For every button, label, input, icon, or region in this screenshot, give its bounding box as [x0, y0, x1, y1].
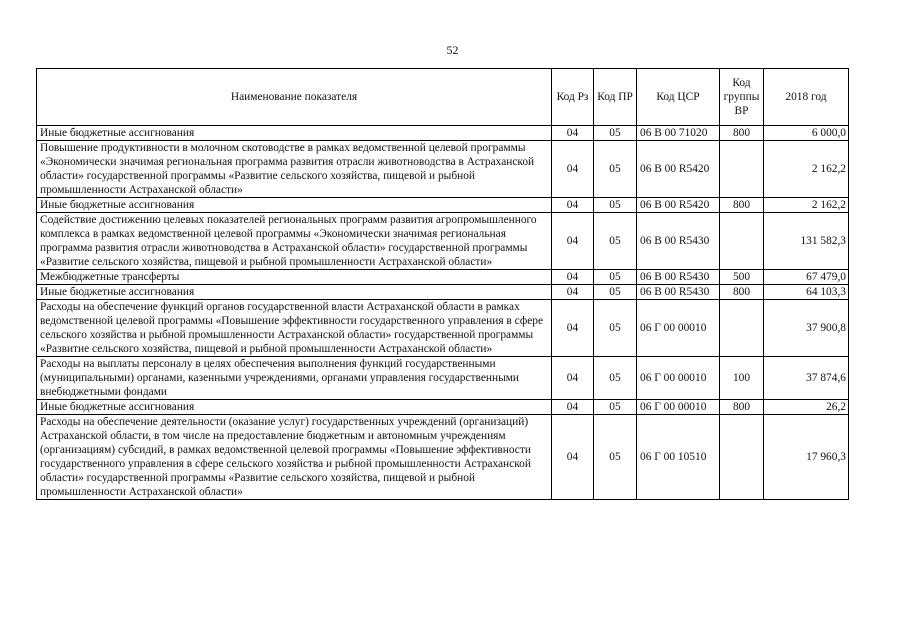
- row-vr: [720, 213, 764, 270]
- row-amount: 37 874,6: [764, 357, 849, 400]
- row-csr: 06 В 00 R5420: [637, 198, 720, 213]
- row-name: Повышение продуктивности в молочном скотоводстве в рамках ведомственной целевой программы «Экономически значимая региональная программа развития отрасли животноводства в Астраханской области» государственной программы «Развитие сельского хозяйства, пищевой и рыбной промышленности Астраханской области»: [37, 141, 552, 198]
- row-pr: 05: [594, 141, 637, 198]
- row-pr: 05: [594, 415, 637, 500]
- header-vr: Код группы ВР: [720, 69, 764, 126]
- row-csr: 06 В 00 R5430: [637, 270, 720, 285]
- page-number: 52: [446, 43, 459, 57]
- row-csr: 06 В 00 R5420: [637, 141, 720, 198]
- row-name: Расходы на обеспечение деятельности (оказание услуг) государственных учреждений (организаций) Астраханской области, в том числе на предоставление бюджетным и автономным учреждениям (организациям) субсидий, в рамках ведомственной целевой программы «Повышение эффективности государственного управления в сфере сельского хозяйства и рыбной промышленности Астраханской области» государственной программы «Развитие сельского хозяйства, пищевой и рыбной промышленности Астраханской области»: [37, 415, 552, 500]
- row-amount: 131 582,3: [764, 213, 849, 270]
- row-name: Иные бюджетные ассигнования: [37, 198, 552, 213]
- row-rz: 04: [552, 285, 594, 300]
- row-vr: 800: [720, 285, 764, 300]
- row-name: Расходы на обеспечение функций органов государственной власти Астраханской области в рамках ведомственной целевой программы «Повышение эффективности государственного управления в сфере сельского хозяйства и рыбной промышленности Астраханской области» государственной программы «Развитие сельского хозяйства, пищевой и рыбной промышленности Астраханской области»: [37, 300, 552, 357]
- table-row: [37, 285, 849, 300]
- table-row: [37, 213, 849, 270]
- row-csr: 06 Г 00 00010: [637, 357, 720, 400]
- row-csr: 06 В 00 71020: [637, 126, 720, 141]
- row-amount: 2 162,2: [764, 141, 849, 198]
- table-header-row: [37, 69, 849, 126]
- row-vr: 800: [720, 198, 764, 213]
- row-rz: 04: [552, 300, 594, 357]
- row-amount: 6 000,0: [764, 126, 849, 141]
- row-vr: [720, 300, 764, 357]
- table-row: [37, 300, 849, 357]
- row-rz: 04: [552, 213, 594, 270]
- header-rz: Код Рз: [552, 69, 594, 126]
- row-rz: 04: [552, 198, 594, 213]
- table-row: [37, 198, 849, 213]
- row-pr: 05: [594, 357, 637, 400]
- row-pr: 05: [594, 198, 637, 213]
- table-row: [37, 141, 849, 198]
- table-row: [37, 400, 849, 415]
- row-pr: 05: [594, 270, 637, 285]
- row-rz: 04: [552, 400, 594, 415]
- header-csr: Код ЦСР: [637, 69, 720, 126]
- row-name: Иные бюджетные ассигнования: [37, 400, 552, 415]
- row-name: Иные бюджетные ассигнования: [37, 285, 552, 300]
- row-pr: 05: [594, 213, 637, 270]
- row-name: Расходы на выплаты персоналу в целях обеспечения выполнения функций государственными (муниципальными) органами, казенными учреждениями, органами управления государственными внебюджетными фондами: [37, 357, 552, 400]
- budget-table: [36, 68, 849, 500]
- row-name: Содействие достижению целевых показателей региональных программ развития агропромышленного комплекса в рамках ведомственной целевой программы «Экономически значимая региональная программа развития отрасли животноводства в Астраханской области» государственной программы «Развитие сельского хозяйства, пищевой и рыбной промышленности Астраханской области»: [37, 213, 552, 270]
- row-rz: 04: [552, 415, 594, 500]
- row-vr: 500: [720, 270, 764, 285]
- header-pr: Код ПР: [594, 69, 637, 126]
- table-row: [37, 270, 849, 285]
- row-vr: 800: [720, 400, 764, 415]
- row-pr: 05: [594, 300, 637, 357]
- row-rz: 04: [552, 141, 594, 198]
- row-amount: 37 900,8: [764, 300, 849, 357]
- header-year: 2018 год: [764, 69, 849, 126]
- row-name: Иные бюджетные ассигнования: [37, 126, 552, 141]
- row-amount: 2 162,2: [764, 198, 849, 213]
- row-amount: 26,2: [764, 400, 849, 415]
- row-name: Межбюджетные трансферты: [37, 270, 552, 285]
- row-amount: 17 960,3: [764, 415, 849, 500]
- row-vr: [720, 415, 764, 500]
- row-amount: 67 479,0: [764, 270, 849, 285]
- row-rz: 04: [552, 270, 594, 285]
- row-amount: 64 103,3: [764, 285, 849, 300]
- row-csr: 06 Г 00 00010: [637, 300, 720, 357]
- table-row: [37, 415, 849, 500]
- header-name: Наименование показателя: [37, 69, 552, 126]
- row-vr: 100: [720, 357, 764, 400]
- row-vr: [720, 141, 764, 198]
- row-pr: 05: [594, 285, 637, 300]
- row-rz: 04: [552, 357, 594, 400]
- table-row: [37, 357, 849, 400]
- row-pr: 05: [594, 400, 637, 415]
- table-row: [37, 126, 849, 141]
- row-csr: 06 Г 00 10510: [637, 415, 720, 500]
- row-csr: 06 В 00 R5430: [637, 213, 720, 270]
- row-vr: 800: [720, 126, 764, 141]
- row-csr: 06 В 00 R5430: [637, 285, 720, 300]
- row-pr: 05: [594, 126, 637, 141]
- row-rz: 04: [552, 126, 594, 141]
- row-csr: 06 Г 00 00010: [637, 400, 720, 415]
